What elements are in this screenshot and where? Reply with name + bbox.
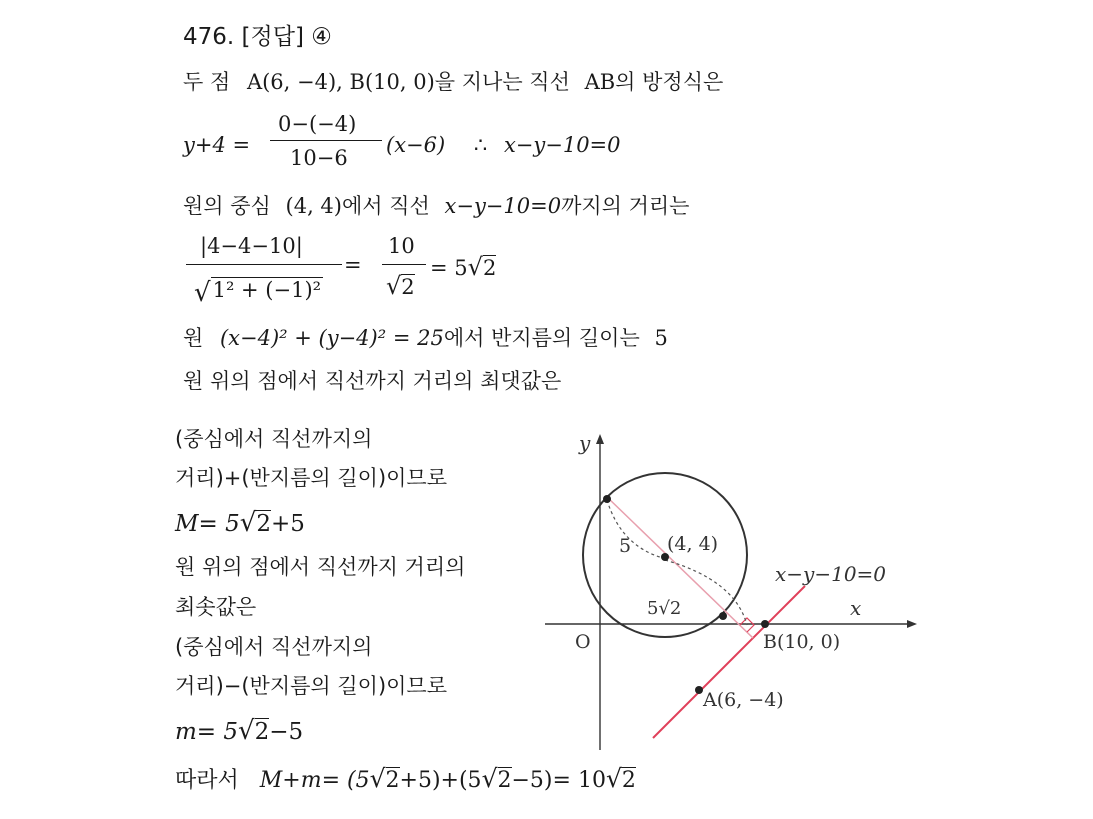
point-a-label: A(6, −4): [703, 689, 784, 711]
left-text-1: (중심에서 직선까지의: [175, 427, 373, 451]
answer-label: [정답]: [241, 24, 304, 50]
eq1-lhs: y+4 =: [183, 133, 251, 157]
final-line: [175, 766, 636, 792]
min-value-eq: [175, 718, 303, 744]
left-text-6: (중심에서 직선까지의: [175, 635, 373, 659]
max-radicand: 2: [256, 511, 271, 537]
final-radicand-2: 2: [497, 768, 512, 793]
y-axis-arrow-icon: [596, 434, 604, 444]
max-lhs: M= 5: [175, 511, 240, 537]
max-intro: 원 위의 점에서 직선까지 거리의 최댓값은: [183, 369, 562, 393]
line-through-points: [183, 72, 723, 93]
point-b-label: B(10, 0): [763, 631, 841, 653]
line-equation-label: x−y−10=0: [775, 562, 887, 586]
text-circle-center: 원의 중심: [183, 194, 271, 218]
text-therefore: 따라서: [175, 768, 239, 793]
text-equation-is: 의 방정식은: [615, 70, 724, 94]
distance-label: 5√2: [647, 598, 682, 619]
center-coords: (4, 4): [285, 194, 342, 218]
max-value-eq: [175, 510, 305, 536]
sqrt-sign-icon: √: [369, 764, 386, 793]
max-rhs: +5: [271, 511, 305, 537]
text-distance-is: 까지의 거리는: [561, 194, 690, 218]
eq1-rhs: (x−6): [386, 133, 446, 157]
left-text-5: 최솟값은: [175, 595, 257, 619]
final-expr-3: −5)= 10: [511, 768, 606, 793]
eq2-fraction-1: [186, 234, 342, 308]
text-circle: 원: [183, 326, 204, 350]
point-a-dot: [695, 686, 703, 694]
eq2-denominator-radicand: 1² + (−1)²: [212, 278, 322, 302]
left-text-7: 거리)−(반지름의 길이)이므로: [175, 674, 447, 698]
left-text-4: 원 위의 점에서 직선까지 거리의: [175, 555, 466, 579]
eq2-equals: =: [344, 253, 362, 277]
text-passing-line: 을 지나는 직선: [434, 70, 570, 94]
eq2-numerator: |4−4−10|: [200, 234, 303, 258]
therefore-symbol: ∴: [473, 133, 488, 157]
eq2-fraction-2: [382, 234, 426, 308]
final-expr-1: M+m= (5: [259, 768, 370, 793]
sqrt-sign-icon: √: [386, 272, 402, 300]
point-b-text: B(10, 0): [349, 70, 435, 94]
y-axis-label: y: [579, 431, 591, 455]
x-axis-arrow-icon: [907, 620, 917, 628]
answer-choice: ④: [311, 24, 332, 50]
min-rhs: −5: [269, 719, 304, 745]
line-ab-text: AB: [584, 70, 616, 94]
eq1-result: x−y−10=0: [503, 133, 621, 157]
eq2-numerator-2: 10: [388, 234, 415, 258]
x-axis-label: x: [850, 596, 862, 620]
top-point-dot: [603, 495, 611, 503]
eq2-denominator-2: 2: [401, 275, 415, 299]
eq1-denominator: 10−6: [290, 146, 348, 170]
center-label: (4, 4): [667, 533, 719, 555]
radius-label: 5: [619, 535, 632, 557]
final-radicand-1: 2: [385, 768, 400, 793]
circle-equation: (x−4)² + (y−4)² = 25: [219, 326, 444, 350]
eq1-fraction: [270, 112, 382, 174]
min-lhs: m= 5: [175, 719, 239, 745]
problem-number: 476.: [183, 24, 235, 50]
eq1-numerator: 0−(−4): [278, 112, 357, 136]
origin-label: O: [575, 631, 591, 653]
sqrt-sign-icon: √: [481, 764, 498, 793]
sqrt-sign-icon: √: [194, 278, 211, 308]
radius-value: 5: [654, 326, 668, 350]
min-radicand: 2: [254, 719, 270, 745]
left-text-2: 거리)+(반지름의 길이)이므로: [175, 466, 447, 490]
eq2-result-radicand: 2: [482, 256, 497, 280]
problem-header: [183, 26, 332, 49]
sqrt-sign-icon: √: [238, 716, 255, 746]
text-two-points: 두 점: [183, 70, 231, 94]
point-b-dot: [761, 620, 769, 628]
distance-intro: [183, 196, 689, 217]
radius-line: [183, 328, 668, 349]
line-equation-text: x−y−10=0: [444, 194, 562, 218]
sqrt-sign-icon: √: [605, 764, 622, 793]
sqrt-sign-icon: √: [467, 253, 483, 281]
final-expr-2: +5)+(5: [399, 768, 482, 793]
text-radius-is: 에서 반지름의 길이는: [443, 326, 640, 350]
intersect-dot: [719, 612, 727, 620]
sqrt-sign-icon: √: [239, 508, 257, 538]
eq2-result-coef: = 5: [430, 256, 468, 280]
point-a-text: A(6, −4),: [246, 70, 343, 94]
radius-arc: [607, 500, 663, 558]
circle-line-figure: [535, 420, 935, 760]
final-radicand-3: 2: [621, 768, 636, 793]
text-from-line: 에서 직선: [341, 194, 430, 218]
